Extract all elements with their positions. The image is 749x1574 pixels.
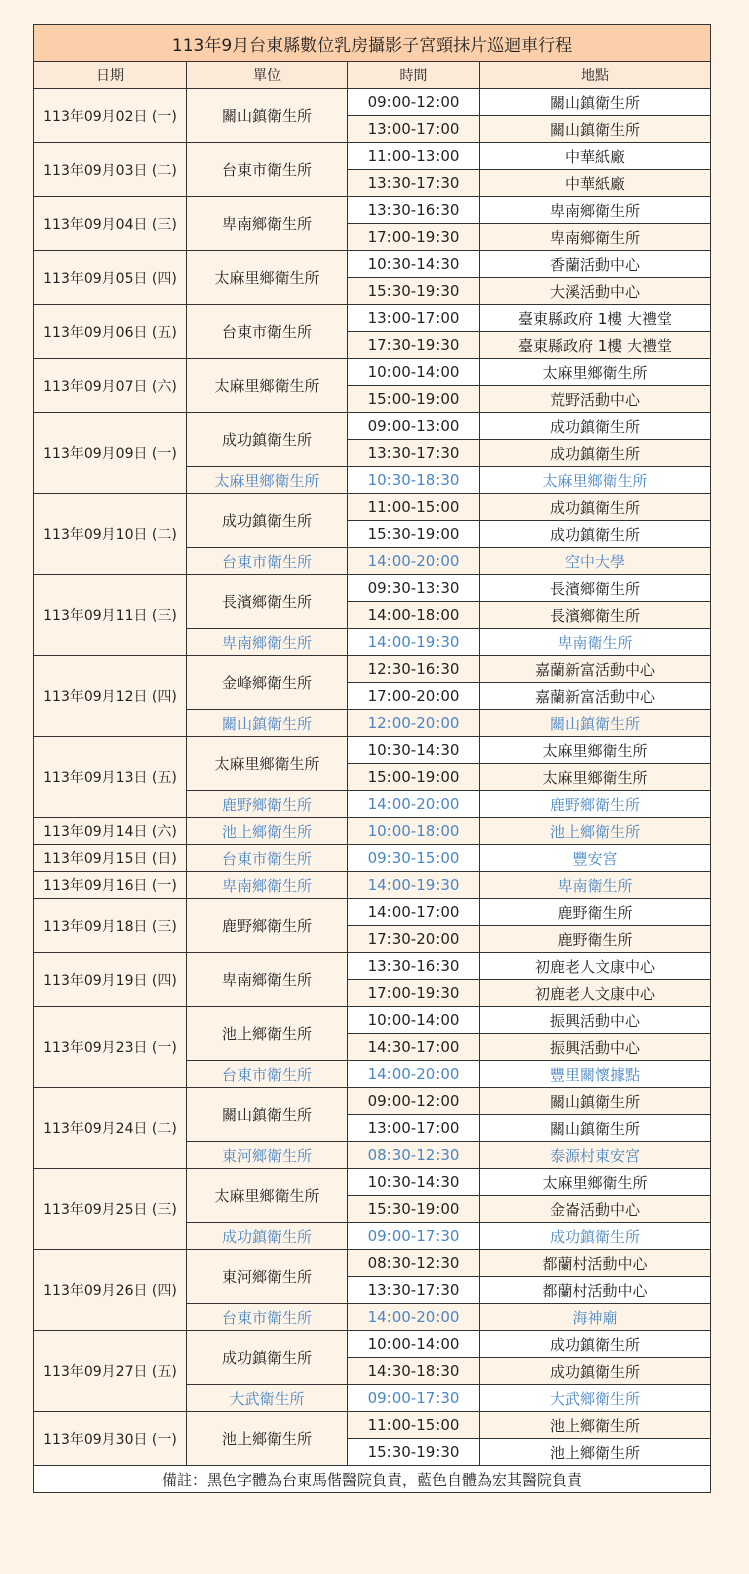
place-cell: 大武鄉衛生所 bbox=[480, 1385, 711, 1412]
time-cell: 09:00-12:00 bbox=[348, 89, 480, 116]
place-cell: 鹿野鄉衛生所 bbox=[480, 791, 711, 818]
place-cell: 成功鎮衛生所 bbox=[480, 1223, 711, 1250]
date-cell: 113年09月03日 (二) bbox=[34, 143, 187, 197]
place-cell: 振興活動中心 bbox=[480, 1007, 711, 1034]
time-cell: 17:30-20:00 bbox=[348, 926, 480, 953]
table-row bbox=[34, 872, 711, 899]
unit-cell: 關山鎮衛生所 bbox=[187, 89, 348, 143]
date-cell: 113年09月12日 (四) bbox=[34, 656, 187, 737]
unit-cell: 卑南鄉衛生所 bbox=[187, 872, 348, 899]
place-cell: 卑南衛生所 bbox=[480, 872, 711, 899]
place-cell: 卑南衛生所 bbox=[480, 629, 711, 656]
time-cell: 11:00-15:00 bbox=[348, 494, 480, 521]
time-cell: 10:00-14:00 bbox=[348, 1331, 480, 1358]
time-cell: 12:30-16:30 bbox=[348, 656, 480, 683]
time-cell: 12:00-20:00 bbox=[348, 710, 480, 737]
place-cell: 都蘭村活動中心 bbox=[480, 1277, 711, 1304]
place-cell: 初鹿老人文康中心 bbox=[480, 953, 711, 980]
place-cell: 香蘭活動中心 bbox=[480, 251, 711, 278]
time-cell: 13:30-17:30 bbox=[348, 170, 480, 197]
time-cell: 14:00-19:30 bbox=[348, 629, 480, 656]
date-cell: 113年09月24日 (二) bbox=[34, 1088, 187, 1169]
time-cell: 10:30-18:30 bbox=[348, 467, 480, 494]
table-row bbox=[34, 656, 711, 683]
place-cell: 豐安宮 bbox=[480, 845, 711, 872]
time-cell: 09:00-12:00 bbox=[348, 1088, 480, 1115]
unit-cell: 池上鄉衛生所 bbox=[187, 1007, 348, 1061]
date-cell: 113年09月07日 (六) bbox=[34, 359, 187, 413]
unit-cell: 成功鎮衛生所 bbox=[187, 413, 348, 467]
unit-cell: 太麻里鄉衛生所 bbox=[187, 737, 348, 791]
unit-cell: 池上鄉衛生所 bbox=[187, 1412, 348, 1466]
place-cell: 大溪活動中心 bbox=[480, 278, 711, 305]
unit-cell: 太麻里鄉衛生所 bbox=[187, 251, 348, 305]
date-cell: 113年09月27日 (五) bbox=[34, 1331, 187, 1412]
unit-cell: 關山鎮衛生所 bbox=[187, 1088, 348, 1142]
time-cell: 13:30-16:30 bbox=[348, 197, 480, 224]
date-cell: 113年09月04日 (三) bbox=[34, 197, 187, 251]
place-cell: 荒野活動中心 bbox=[480, 386, 711, 413]
time-cell: 09:00-17:30 bbox=[348, 1385, 480, 1412]
unit-cell: 卑南鄉衛生所 bbox=[187, 629, 348, 656]
place-cell: 長濱鄉衛生所 bbox=[480, 602, 711, 629]
date-cell: 113年09月16日 (一) bbox=[34, 872, 187, 899]
date-cell: 113年09月13日 (五) bbox=[34, 737, 187, 818]
unit-cell: 長濱鄉衛生所 bbox=[187, 575, 348, 629]
time-cell: 10:30-14:30 bbox=[348, 1169, 480, 1196]
table-row bbox=[34, 818, 711, 845]
place-cell: 關山鎮衛生所 bbox=[480, 116, 711, 143]
table-row bbox=[34, 953, 711, 980]
column-header-time: 時間 bbox=[348, 62, 480, 89]
column-header-place: 地點 bbox=[480, 62, 711, 89]
date-cell: 113年09月09日 (一) bbox=[34, 413, 187, 494]
column-header-unit: 單位 bbox=[187, 62, 348, 89]
date-cell: 113年09月10日 (二) bbox=[34, 494, 187, 575]
time-cell: 15:30-19:30 bbox=[348, 1439, 480, 1466]
date-cell: 113年09月11日 (三) bbox=[34, 575, 187, 656]
unit-cell: 大武衛生所 bbox=[187, 1385, 348, 1412]
unit-cell: 成功鎮衛生所 bbox=[187, 494, 348, 548]
unit-cell: 太麻里鄉衛生所 bbox=[187, 359, 348, 413]
time-cell: 10:00-14:00 bbox=[348, 1007, 480, 1034]
footnote: 備註：黑色字體為台東馬偕醫院負責，藍色自體為宏其醫院負責 bbox=[34, 1466, 711, 1493]
table-row bbox=[34, 737, 711, 764]
table-row bbox=[34, 1331, 711, 1358]
unit-cell: 太麻里鄉衛生所 bbox=[187, 467, 348, 494]
place-cell: 金崙活動中心 bbox=[480, 1196, 711, 1223]
table-row bbox=[34, 1412, 711, 1439]
date-cell: 113年09月25日 (三) bbox=[34, 1169, 187, 1250]
place-cell: 池上鄉衛生所 bbox=[480, 1439, 711, 1466]
table-row bbox=[34, 143, 711, 170]
unit-cell: 台東市衛生所 bbox=[187, 1304, 348, 1331]
page-title: 113年9月台東縣數位乳房攝影子宮頸抹片巡迴車行程 bbox=[34, 25, 711, 62]
unit-cell: 成功鎮衛生所 bbox=[187, 1223, 348, 1250]
time-cell: 08:30-12:30 bbox=[348, 1142, 480, 1169]
time-cell: 15:30-19:00 bbox=[348, 521, 480, 548]
date-cell: 113年09月06日 (五) bbox=[34, 305, 187, 359]
place-cell: 鹿野衛生所 bbox=[480, 926, 711, 953]
place-cell: 成功鎮衛生所 bbox=[480, 1358, 711, 1385]
place-cell: 泰源村東安宮 bbox=[480, 1142, 711, 1169]
table-row bbox=[34, 494, 711, 521]
time-cell: 14:00-19:30 bbox=[348, 872, 480, 899]
time-cell: 17:00-19:30 bbox=[348, 224, 480, 251]
time-cell: 15:30-19:30 bbox=[348, 278, 480, 305]
place-cell: 中華紙廠 bbox=[480, 143, 711, 170]
place-cell: 池上鄉衛生所 bbox=[480, 1412, 711, 1439]
time-cell: 09:00-17:30 bbox=[348, 1223, 480, 1250]
time-cell: 10:30-14:30 bbox=[348, 737, 480, 764]
date-cell: 113年09月26日 (四) bbox=[34, 1250, 187, 1331]
place-cell: 池上鄉衛生所 bbox=[480, 818, 711, 845]
place-cell: 長濱鄉衛生所 bbox=[480, 575, 711, 602]
unit-cell: 鹿野鄉衛生所 bbox=[187, 899, 348, 953]
place-cell: 中華紙廠 bbox=[480, 170, 711, 197]
date-cell: 113年09月02日 (一) bbox=[34, 89, 187, 143]
unit-cell: 台東市衛生所 bbox=[187, 305, 348, 359]
table-row bbox=[34, 305, 711, 332]
time-cell: 11:00-13:00 bbox=[348, 143, 480, 170]
place-cell: 成功鎮衛生所 bbox=[480, 521, 711, 548]
place-cell: 太麻里鄉衛生所 bbox=[480, 467, 711, 494]
place-cell: 關山鎮衛生所 bbox=[480, 89, 711, 116]
table-row bbox=[34, 1250, 711, 1277]
time-cell: 11:00-15:00 bbox=[348, 1412, 480, 1439]
unit-cell: 鹿野鄉衛生所 bbox=[187, 791, 348, 818]
time-cell: 13:30-17:30 bbox=[348, 1277, 480, 1304]
date-cell: 113年09月23日 (一) bbox=[34, 1007, 187, 1088]
place-cell: 成功鎮衛生所 bbox=[480, 440, 711, 467]
unit-cell: 卑南鄉衛生所 bbox=[187, 953, 348, 1007]
place-cell: 都蘭村活動中心 bbox=[480, 1250, 711, 1277]
unit-cell: 成功鎮衛生所 bbox=[187, 1331, 348, 1385]
place-cell: 臺東縣政府 1樓 大禮堂 bbox=[480, 305, 711, 332]
unit-cell: 關山鎮衛生所 bbox=[187, 710, 348, 737]
time-cell: 13:00-17:00 bbox=[348, 116, 480, 143]
table-row bbox=[34, 251, 711, 278]
place-cell: 太麻里鄉衛生所 bbox=[480, 359, 711, 386]
unit-cell: 台東市衛生所 bbox=[187, 845, 348, 872]
place-cell: 嘉蘭新富活動中心 bbox=[480, 656, 711, 683]
date-cell: 113年09月18日 (三) bbox=[34, 899, 187, 953]
time-cell: 13:00-17:00 bbox=[348, 1115, 480, 1142]
place-cell: 振興活動中心 bbox=[480, 1034, 711, 1061]
time-cell: 15:00-19:00 bbox=[348, 764, 480, 791]
table-row bbox=[34, 1007, 711, 1034]
place-cell: 關山鎮衛生所 bbox=[480, 710, 711, 737]
table-row bbox=[34, 1088, 711, 1115]
time-cell: 14:00-20:00 bbox=[348, 548, 480, 575]
date-cell: 113年09月15日 (日) bbox=[34, 845, 187, 872]
table-row bbox=[34, 413, 711, 440]
time-cell: 09:30-15:00 bbox=[348, 845, 480, 872]
place-cell: 鹿野衛生所 bbox=[480, 899, 711, 926]
time-cell: 14:00-20:00 bbox=[348, 1061, 480, 1088]
time-cell: 13:30-17:30 bbox=[348, 440, 480, 467]
time-cell: 17:00-20:00 bbox=[348, 683, 480, 710]
table-row bbox=[34, 1169, 711, 1196]
date-cell: 113年09月30日 (一) bbox=[34, 1412, 187, 1466]
unit-cell: 金峰鄉衛生所 bbox=[187, 656, 348, 710]
place-cell: 卑南鄉衛生所 bbox=[480, 224, 711, 251]
time-cell: 10:30-14:30 bbox=[348, 251, 480, 278]
unit-cell: 卑南鄉衛生所 bbox=[187, 197, 348, 251]
time-cell: 13:30-16:30 bbox=[348, 953, 480, 980]
place-cell: 初鹿老人文康中心 bbox=[480, 980, 711, 1007]
place-cell: 太麻里鄉衛生所 bbox=[480, 764, 711, 791]
date-cell: 113年09月05日 (四) bbox=[34, 251, 187, 305]
time-cell: 14:00-20:00 bbox=[348, 791, 480, 818]
time-cell: 09:00-13:00 bbox=[348, 413, 480, 440]
time-cell: 15:00-19:00 bbox=[348, 386, 480, 413]
table-row bbox=[34, 89, 711, 116]
table-row bbox=[34, 575, 711, 602]
time-cell: 10:00-18:00 bbox=[348, 818, 480, 845]
time-cell: 13:00-17:00 bbox=[348, 305, 480, 332]
table-row bbox=[34, 197, 711, 224]
table-row bbox=[34, 845, 711, 872]
unit-cell: 太麻里鄉衛生所 bbox=[187, 1169, 348, 1223]
time-cell: 14:00-18:00 bbox=[348, 602, 480, 629]
time-cell: 08:30-12:30 bbox=[348, 1250, 480, 1277]
time-cell: 14:00-20:00 bbox=[348, 1304, 480, 1331]
date-cell: 113年09月19日 (四) bbox=[34, 953, 187, 1007]
unit-cell: 東河鄉衛生所 bbox=[187, 1142, 348, 1169]
place-cell: 卑南鄉衛生所 bbox=[480, 197, 711, 224]
column-header-date: 日期 bbox=[34, 62, 187, 89]
time-cell: 17:00-19:30 bbox=[348, 980, 480, 1007]
place-cell: 成功鎮衛生所 bbox=[480, 1331, 711, 1358]
unit-cell: 台東市衛生所 bbox=[187, 1061, 348, 1088]
date-cell: 113年09月14日 (六) bbox=[34, 818, 187, 845]
place-cell: 臺東縣政府 1樓 大禮堂 bbox=[480, 332, 711, 359]
unit-cell: 台東市衛生所 bbox=[187, 548, 348, 575]
place-cell: 太麻里鄉衛生所 bbox=[480, 1169, 711, 1196]
time-cell: 14:00-17:00 bbox=[348, 899, 480, 926]
place-cell: 空中大學 bbox=[480, 548, 711, 575]
time-cell: 14:30-17:00 bbox=[348, 1034, 480, 1061]
schedule-table bbox=[33, 24, 711, 1493]
place-cell: 嘉蘭新富活動中心 bbox=[480, 683, 711, 710]
place-cell: 關山鎮衛生所 bbox=[480, 1115, 711, 1142]
unit-cell: 池上鄉衛生所 bbox=[187, 818, 348, 845]
time-cell: 14:30-18:30 bbox=[348, 1358, 480, 1385]
time-cell: 15:30-19:00 bbox=[348, 1196, 480, 1223]
place-cell: 關山鎮衛生所 bbox=[480, 1088, 711, 1115]
time-cell: 10:00-14:00 bbox=[348, 359, 480, 386]
table-row bbox=[34, 899, 711, 926]
time-cell: 17:30-19:30 bbox=[348, 332, 480, 359]
place-cell: 太麻里鄉衛生所 bbox=[480, 737, 711, 764]
place-cell: 成功鎮衛生所 bbox=[480, 413, 711, 440]
time-cell: 09:30-13:30 bbox=[348, 575, 480, 602]
table-row bbox=[34, 359, 711, 386]
unit-cell: 東河鄉衛生所 bbox=[187, 1250, 348, 1304]
unit-cell: 台東市衛生所 bbox=[187, 143, 348, 197]
schedule-body bbox=[34, 89, 711, 1466]
place-cell: 海神廟 bbox=[480, 1304, 711, 1331]
place-cell: 成功鎮衛生所 bbox=[480, 494, 711, 521]
place-cell: 豐里關懷據點 bbox=[480, 1061, 711, 1088]
